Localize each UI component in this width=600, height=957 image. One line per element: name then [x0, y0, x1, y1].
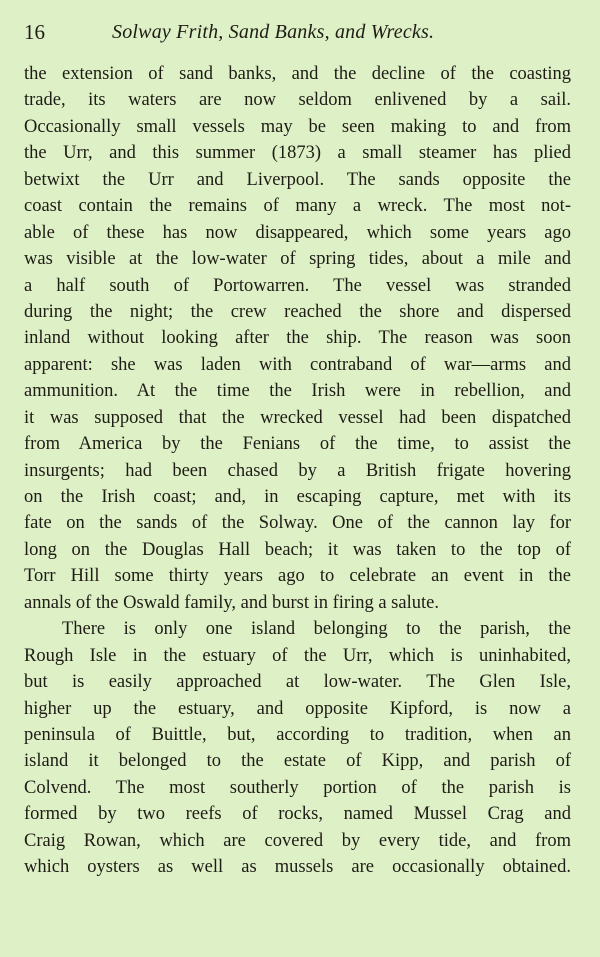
text-line: long on the Douglas Hall beach; it was taken to the top of	[24, 539, 571, 560]
text-line: during the night; the crew reached the shore and dispersed	[24, 301, 571, 322]
body-text	[24, 61, 571, 881]
text-line: insurgents; had been chased by a British frigate hovering	[24, 460, 571, 481]
text-line: island it belonged to the estate of Kipp, and parish of	[24, 751, 571, 772]
text-line: a half south of Portowarren. The vessel was stranded	[24, 275, 571, 296]
text-line: Colvend. The most southerly portion of the parish is	[24, 777, 571, 798]
text-line: inland without looking after the ship. The reason was soon	[24, 328, 571, 349]
text-line: Torr Hill some thirty years ago to celebrate an event in the	[24, 566, 571, 587]
text-line: formed by two reefs of rocks, named Mussel Crag and	[24, 804, 571, 825]
text-line: Rough Isle in the estuary of the Urr, which is uninhabited,	[24, 645, 571, 666]
page-number: 16	[24, 20, 45, 44]
paragraph-end-line: annals of the Oswald family, and burst in firing a salute.	[24, 592, 439, 613]
text-line: the extension of sand banks, and the decline of the coasting	[24, 64, 571, 84]
text-line: betwixt the Urr and Liverpool. The sands opposite the	[24, 169, 571, 190]
running-head	[24, 18, 576, 46]
text-line: peninsula of Buittle, but, according to tradition, when an	[24, 724, 571, 745]
text-line: it was supposed that the wrecked vessel had been dispatched	[24, 407, 571, 428]
text-line: coast contain the remains of many a wreck. The most not-	[24, 196, 571, 217]
text-line: but is easily approached at low-water. The Glen Isle,	[24, 672, 571, 693]
paragraph-start-line: There is only one island belonging to the parish, the	[62, 619, 571, 640]
text-line: from America by the Fenians of the time, to assist the	[24, 434, 571, 455]
text-line: trade, its waters are now seldom enlivened by a sail.	[24, 90, 571, 111]
text-line: Craig Rowan, which are covered by every tide, and from	[24, 830, 571, 851]
text-line: was visible at the low-water of spring tides, about a mile and	[24, 249, 571, 270]
text-line: fate on the sands of the Solway. One of the cannon lay for	[24, 513, 571, 534]
text-line: ammunition. At the time the Irish were in rebellion, and	[24, 381, 571, 402]
text-line: able of these has now disappeared, which some years ago	[24, 222, 571, 243]
text-line: higher up the estuary, and opposite Kipford, is now a	[24, 698, 571, 719]
text-line: apparent: she was laden with contraband of war—arms and	[24, 354, 571, 375]
text-line: on the Irish coast; and, in escaping capture, met with its	[24, 487, 571, 507]
running-title: Solway Frith, Sand Banks, and Wrecks.	[112, 21, 435, 43]
text-line: the Urr, and this summer (1873) a small steamer has plied	[24, 143, 571, 164]
text-line: which oysters as well as mussels are occasionally obtained.	[24, 857, 571, 878]
text-line: Occasionally small vessels may be seen making to and from	[24, 116, 571, 137]
